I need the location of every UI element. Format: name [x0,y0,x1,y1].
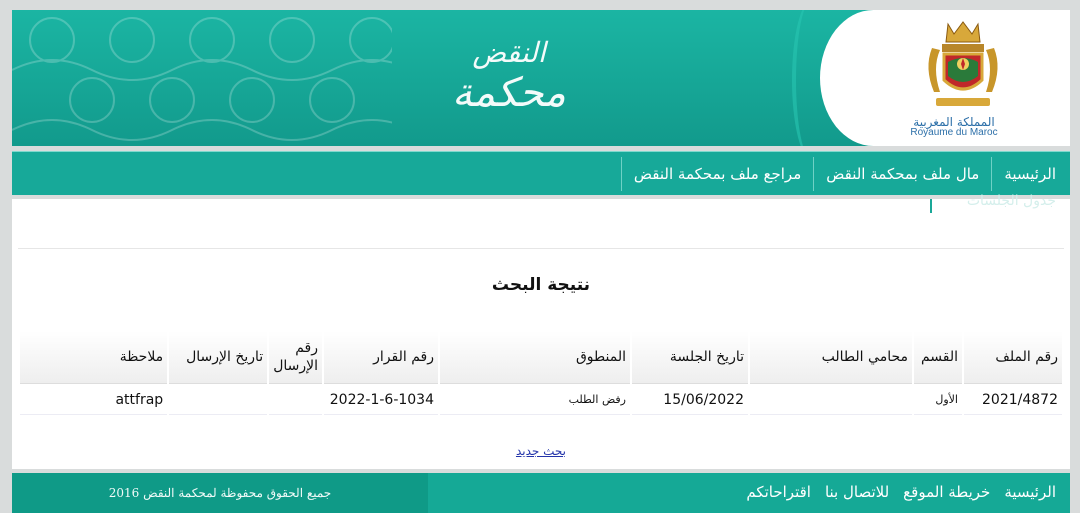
new-search-link[interactable]: بحث جديد [515,444,567,458]
nav-item-file-status[interactable]: مال ملف بمحكمة النقض [813,157,991,191]
kingdom-name-arabic: المملكة المغربية [913,115,995,129]
column-header-session-date: تاريخ الجلسة [632,331,748,383]
main-content [12,193,1070,469]
main-navigation [12,151,1070,195]
column-header-dispatch-date: تاريخ الإرسال [169,331,267,383]
page-title: نتيجة البحث [491,275,591,295]
footer-copyright: جميع الحقوق محفوظة لمحكمة النقض 2016 [108,486,332,500]
column-header-section: القسم [914,331,962,383]
footer-links [746,483,1056,501]
arabesque-pattern [12,10,392,146]
content-divider [18,248,1064,249]
nav-item-sessions-schedule[interactable]: جدول الجلسات [966,193,1056,209]
cell-session-date: 15/06/2022 [632,385,748,415]
calligraphy-line-2: محكمة [452,70,566,116]
footer-link-home[interactable]: الرئيسية [1004,483,1056,501]
cell-dispatch-number [269,385,322,415]
column-header-decision-number: رقم القرار [324,331,438,383]
menu-overflow-divider [930,199,932,213]
nav-item-file-references[interactable]: مراجع ملف بمحكمة النقض [621,157,813,191]
footer-link-contact[interactable]: للاتصال بنا [824,483,890,501]
cell-decision-number: 2022-1-6-1034 [324,385,438,415]
column-header-verdict: المنطوق [440,331,630,383]
cell-note: attfrap [20,385,167,415]
kingdom-name-french: Royaume du Maroc [910,127,998,138]
table-row [20,385,1062,415]
column-header-dispatch-number: رقم الإرسال [269,331,322,383]
coat-of-arms-icon [918,18,1008,118]
cell-section: الأول [914,385,962,415]
column-header-note: ملاحظة [20,331,167,383]
cell-verdict: رفض الطلب [440,385,630,415]
column-header-lawyer: محامي الطالب [750,331,912,383]
table-header-row [20,331,1062,383]
search-results-table [18,329,1064,417]
column-header-file-number: رقم الملف [964,331,1062,383]
cell-lawyer [750,385,912,415]
site-header [12,10,1070,146]
footer-link-suggestions[interactable]: اقتراحاتكم [746,483,811,501]
court-calligraphy-logo [404,36,614,126]
site-footer [12,473,1070,513]
calligraphy-line-1: النقض [472,36,546,69]
nav-item-home[interactable]: الرئيسية [991,157,1056,191]
cell-file-number: 2021/4872 [964,385,1062,415]
cell-dispatch-date [169,385,267,415]
footer-link-sitemap[interactable]: خريطة الموقع [903,483,991,501]
